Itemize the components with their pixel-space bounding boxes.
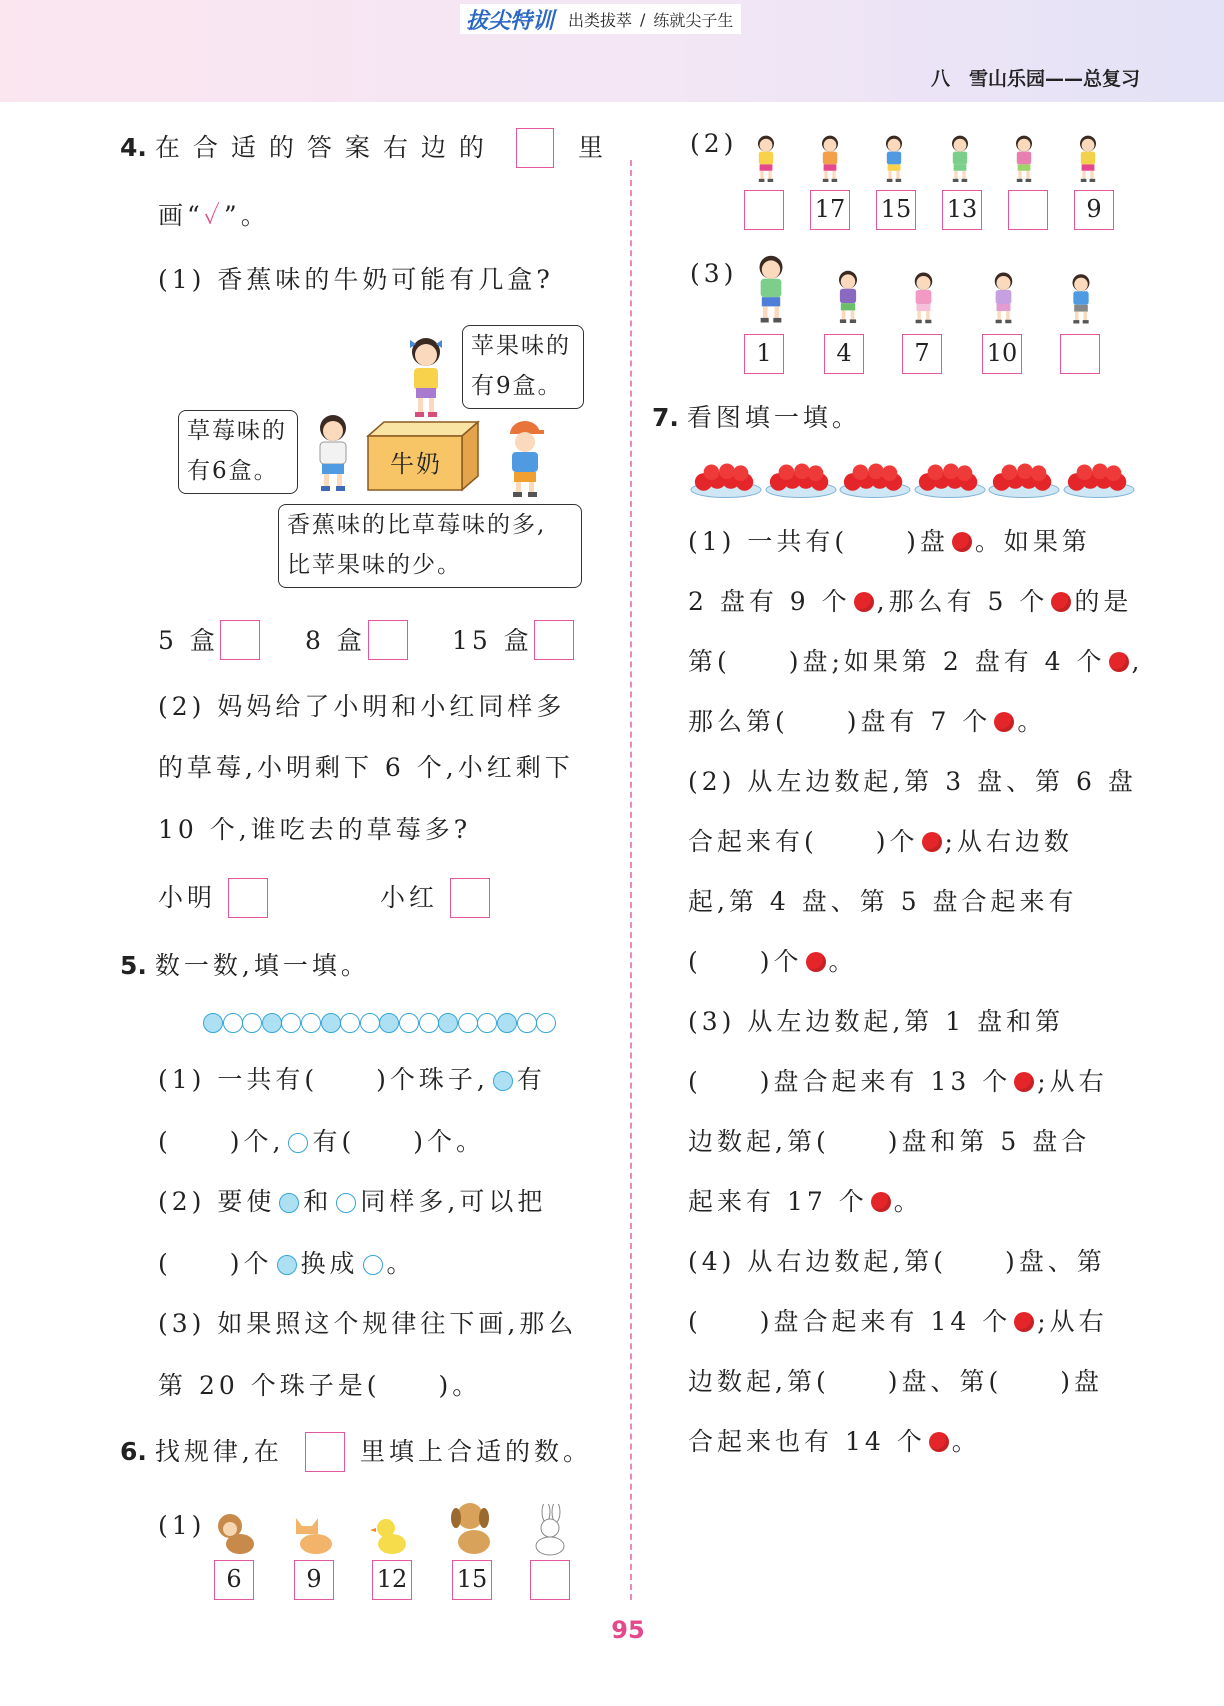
- monkey-icon: [210, 1512, 260, 1556]
- q6-p3-box-2[interactable]: 4: [824, 334, 864, 374]
- child-figure-icon: [1008, 130, 1040, 186]
- empty-bead-icon: [281, 1013, 301, 1033]
- filled-bead-icon: [438, 1013, 458, 1033]
- q6-p1-box-5[interactable]: [530, 1560, 570, 1600]
- bubble-bottom-line2: 比苹果味的少。: [287, 552, 462, 578]
- speech-bubble-girl: [462, 325, 584, 409]
- child-figure-icon: [878, 130, 910, 186]
- apple-icon: [806, 952, 826, 972]
- q7-l16a: 合起来也有 14 个: [688, 1427, 926, 1456]
- q6-p3-box-3[interactable]: 7: [902, 334, 942, 374]
- apple-plate-icon: [988, 462, 1060, 500]
- apple-plate-icon: [1063, 462, 1135, 500]
- q4-name-1-box[interactable]: [228, 878, 268, 918]
- filled-bead-icon: [379, 1013, 399, 1033]
- q4-option-3: 15 盒: [452, 626, 533, 655]
- q7-number: 7.: [652, 403, 679, 432]
- q7-line9: (3) 从左边数起,第 1 盘和第: [688, 1007, 1065, 1036]
- q4-part1: (1) 香蕉味的牛奶可能有几盒?: [158, 265, 554, 294]
- apple-plate-icon: [839, 462, 911, 500]
- q5-l1b: 有: [516, 1065, 546, 1094]
- q7-l16b: 。: [951, 1427, 981, 1456]
- duck-icon: [370, 1516, 410, 1556]
- bead-row: [203, 1013, 563, 1035]
- empty-bead-icon: [399, 1013, 419, 1033]
- q6-p3-box-1[interactable]: 1: [744, 334, 784, 374]
- q7-l10a: ( )盘合起来有 13 个: [688, 1067, 1012, 1096]
- apple-icon: [922, 832, 942, 852]
- q7-line8: [688, 944, 858, 980]
- apple-plate-icon: [690, 462, 762, 500]
- q7-l6a: 合起来有( )个: [688, 827, 919, 856]
- q7-line10: [688, 1064, 1108, 1100]
- q7-l14b: ;从右: [1037, 1307, 1108, 1336]
- girl-figure-icon: [400, 332, 452, 418]
- empty-bead-icon: [336, 1193, 356, 1213]
- filled-bead-icon: [497, 1013, 517, 1033]
- q6-p2-box-4[interactable]: 13: [942, 190, 982, 230]
- q7-line16: [688, 1424, 981, 1460]
- q4-part2-line2: 的草莓,小明剩下 6 个,小红剩下: [158, 753, 574, 782]
- filled-bead-icon: [203, 1013, 223, 1033]
- q7-line1: [688, 524, 1091, 560]
- q7-l1b: 。如果第: [974, 527, 1091, 556]
- q5-l2a: ( )个,: [158, 1127, 285, 1156]
- q4-name-2: 小红: [380, 883, 439, 912]
- empty-bead-icon: [363, 1255, 383, 1275]
- q6-p1-box-3[interactable]: 12: [372, 1560, 412, 1600]
- empty-bead-icon: [477, 1013, 497, 1033]
- q4-text-b: 里: [578, 133, 608, 162]
- q5-l3b: 和: [303, 1187, 333, 1216]
- q4-option-3-box[interactable]: [534, 620, 574, 660]
- bubble-boy-line1: 草莓味的: [187, 418, 287, 444]
- q6-part1-label: (1): [158, 1511, 206, 1540]
- q6-inline-box: [305, 1432, 345, 1472]
- q4-part2-line3: 10 个,谁吃去的草莓多?: [158, 815, 472, 844]
- q7-l12a: 起来有 17 个: [688, 1187, 868, 1216]
- empty-bead-icon: [301, 1013, 321, 1033]
- q7-line6: [688, 824, 1073, 860]
- q4-number: 4.: [120, 133, 147, 162]
- apple-icon: [994, 712, 1014, 732]
- brand-separator: /: [640, 9, 646, 29]
- q7-l3b: ,: [1131, 647, 1144, 676]
- empty-bead-icon: [242, 1013, 262, 1033]
- q6-p1-box-4[interactable]: 15: [452, 1560, 492, 1600]
- q5-number: 5.: [120, 951, 147, 980]
- q6-p2-box-1[interactable]: [744, 190, 784, 230]
- page-number: 95: [611, 1616, 645, 1644]
- q7-line5: (2) 从左边数起,第 3 盘、第 6 盘: [688, 767, 1137, 796]
- q7-l14a: ( )盘合起来有 14 个: [688, 1307, 1012, 1336]
- q7-l10b: ;从右: [1037, 1067, 1108, 1096]
- apple-plates-row: [690, 462, 1140, 500]
- filled-bead-icon: [279, 1193, 299, 1213]
- apple-icon: [1014, 1072, 1034, 1092]
- q7-title-line: [652, 400, 861, 436]
- q5-l4a: ( )个: [158, 1249, 273, 1278]
- child-figure-icon: [830, 266, 866, 326]
- q5-l4b: 换成: [300, 1249, 359, 1278]
- empty-bead-icon: [340, 1013, 360, 1033]
- q4-text-c1: 画“: [158, 201, 204, 230]
- q5-l2b: 有( )个。: [312, 1127, 485, 1156]
- child-figure-icon: [750, 130, 782, 186]
- q7-line7: 起,第 4 盘、第 5 盘合起来有: [688, 887, 1078, 916]
- q7-l1a: (1) 一共有( )盘: [688, 527, 949, 556]
- q4-line2: [158, 198, 270, 234]
- q7-line15: 边数起,第( )盘、第( )盘: [688, 1367, 1103, 1396]
- empty-bead-icon: [536, 1013, 556, 1033]
- filled-bead-icon: [321, 1013, 341, 1033]
- apple-icon: [1051, 592, 1071, 612]
- q5-line4: [158, 1246, 416, 1282]
- filled-bead-icon: [277, 1255, 297, 1275]
- q7-l8b: 。: [828, 947, 858, 976]
- apple-icon: [854, 592, 874, 612]
- q5-l3a: (2) 要使: [158, 1187, 276, 1216]
- q5-line6: 第 20 个珠子是( )。: [158, 1371, 482, 1400]
- q7-l8a: ( )个: [688, 947, 803, 976]
- q4-name-1: 小明: [158, 883, 217, 912]
- brand-bar: [460, 4, 741, 34]
- q5-l1a: (1) 一共有( )个珠子,: [158, 1065, 489, 1094]
- q7-l4b: 。: [1017, 707, 1047, 736]
- q6-text-a: 找规律,在: [154, 1437, 283, 1466]
- q7-l2a: 2 盘有 9 个: [688, 587, 851, 616]
- q4-option-2-box[interactable]: [368, 620, 408, 660]
- q7-l2c: 的是: [1074, 587, 1133, 616]
- q7-line13: (4) 从右边数起,第( )盘、第: [688, 1247, 1106, 1276]
- child-figure-icon: [814, 130, 846, 186]
- bubble-boy-line2: 有6盒。: [187, 458, 279, 484]
- brand-logo: 拔尖特训: [466, 8, 555, 34]
- q6-p1-box-2[interactable]: 9: [294, 1560, 334, 1600]
- q6-p2-box-2[interactable]: 17: [810, 190, 850, 230]
- dog-icon: [446, 1500, 500, 1556]
- q4-line1: [120, 130, 497, 166]
- apple-icon: [1109, 652, 1129, 672]
- q5-line1: [158, 1062, 546, 1098]
- q4-part2-line1: (2) 妈妈给了小明和小红同样多: [158, 692, 566, 721]
- cat-icon: [288, 1512, 338, 1556]
- brand-slogan-2: 练就尖子生: [653, 10, 734, 30]
- q6-p3-box-4[interactable]: 10: [982, 334, 1022, 374]
- q7-l6b: ;从右边数: [944, 827, 1073, 856]
- q5-title-line: [120, 948, 370, 984]
- q5-l4c: 。: [386, 1249, 416, 1278]
- q6-part3-label: (3): [690, 259, 738, 288]
- child-figure-icon: [1072, 130, 1104, 186]
- q6-text-b: 里填上合适的数。: [360, 1437, 593, 1466]
- q4-text-a: 在合适的答案右边的: [154, 133, 497, 162]
- apple-icon: [871, 1192, 891, 1212]
- q7-title: 看图填一填。: [686, 403, 861, 432]
- q5-l3c: 同样多,可以把: [360, 1187, 547, 1216]
- q5-line3: [158, 1184, 546, 1220]
- rabbit-icon: [528, 1504, 572, 1556]
- q4-text-c2: ”。: [223, 201, 270, 230]
- apple-icon: [929, 1432, 949, 1452]
- q6-number: 6.: [120, 1437, 147, 1466]
- boy-cap-figure-icon: [500, 418, 550, 498]
- chapter-title: 八 雪山乐园——总复习: [930, 68, 1140, 90]
- check-mark-icon: ✓: [203, 201, 224, 230]
- q6-p2-box-6[interactable]: 9: [1074, 190, 1114, 230]
- q5-line5: (3) 如果照这个规律往下画,那么: [158, 1309, 578, 1338]
- q7-line14: [688, 1304, 1108, 1340]
- child-figure-icon: [1064, 270, 1098, 326]
- q7-line11: 边数起,第( )盘和第 5 盘合: [688, 1127, 1091, 1156]
- q7-line2: [688, 584, 1132, 620]
- empty-bead-icon: [288, 1133, 308, 1153]
- child-figure-icon: [906, 268, 941, 326]
- empty-bead-icon: [419, 1013, 439, 1033]
- empty-bead-icon: [458, 1013, 478, 1033]
- apple-icon: [1014, 1312, 1034, 1332]
- q7-l3a: 第( )盘;如果第 2 盘有 4 个: [688, 647, 1106, 676]
- empty-bead-icon: [223, 1013, 243, 1033]
- q7-l2b: ,那么有 5 个: [876, 587, 1049, 616]
- q6-p2-box-5[interactable]: [1008, 190, 1048, 230]
- q6-title-line: [120, 1434, 283, 1470]
- q4-option-1: 5 盒: [158, 626, 219, 655]
- q6-p1-box-1[interactable]: 6: [214, 1560, 254, 1600]
- apple-icon: [952, 532, 972, 552]
- q4-option-1-box[interactable]: [220, 620, 260, 660]
- q7-l4a: 那么第( )盘有 7 个: [688, 707, 992, 736]
- speech-bubble-bottom: [278, 504, 582, 588]
- child-figure-icon: [748, 250, 794, 326]
- filled-bead-icon: [493, 1071, 513, 1091]
- filled-bead-icon: [262, 1013, 282, 1033]
- q7-l12b: 。: [893, 1187, 923, 1216]
- q5-line2: [158, 1124, 485, 1160]
- q6-p2-box-3[interactable]: 15: [876, 190, 916, 230]
- boy-figure-icon: [308, 408, 358, 492]
- q6-part2-label: (2): [690, 129, 738, 158]
- column-divider: [630, 160, 632, 1600]
- q7-line3: [688, 644, 1143, 680]
- apple-plate-icon: [765, 462, 837, 500]
- empty-bead-icon: [517, 1013, 537, 1033]
- q7-line12: [688, 1184, 923, 1220]
- child-figure-icon: [944, 130, 976, 186]
- speech-bubble-boy: [178, 410, 298, 494]
- bubble-girl-line2: 有9盒。: [471, 373, 563, 399]
- child-figure-icon: [986, 268, 1021, 326]
- milk-label: 牛奶: [390, 450, 442, 478]
- q4-inline-box: [516, 128, 554, 168]
- q6-p3-box-5[interactable]: [1060, 334, 1100, 374]
- bubble-bottom-line1: 香蕉味的比草莓味的多,: [287, 512, 547, 538]
- empty-bead-icon: [360, 1013, 380, 1033]
- q4-name-2-box[interactable]: [450, 878, 490, 918]
- q4-option-2: 8 盒: [305, 626, 366, 655]
- q7-line4: [688, 704, 1046, 740]
- bubble-girl-line1: 苹果味的: [471, 333, 571, 359]
- brand-slogan-1: 出类拔萃: [568, 10, 633, 30]
- apple-plate-icon: [914, 462, 986, 500]
- q5-title: 数一数,填一填。: [154, 951, 370, 980]
